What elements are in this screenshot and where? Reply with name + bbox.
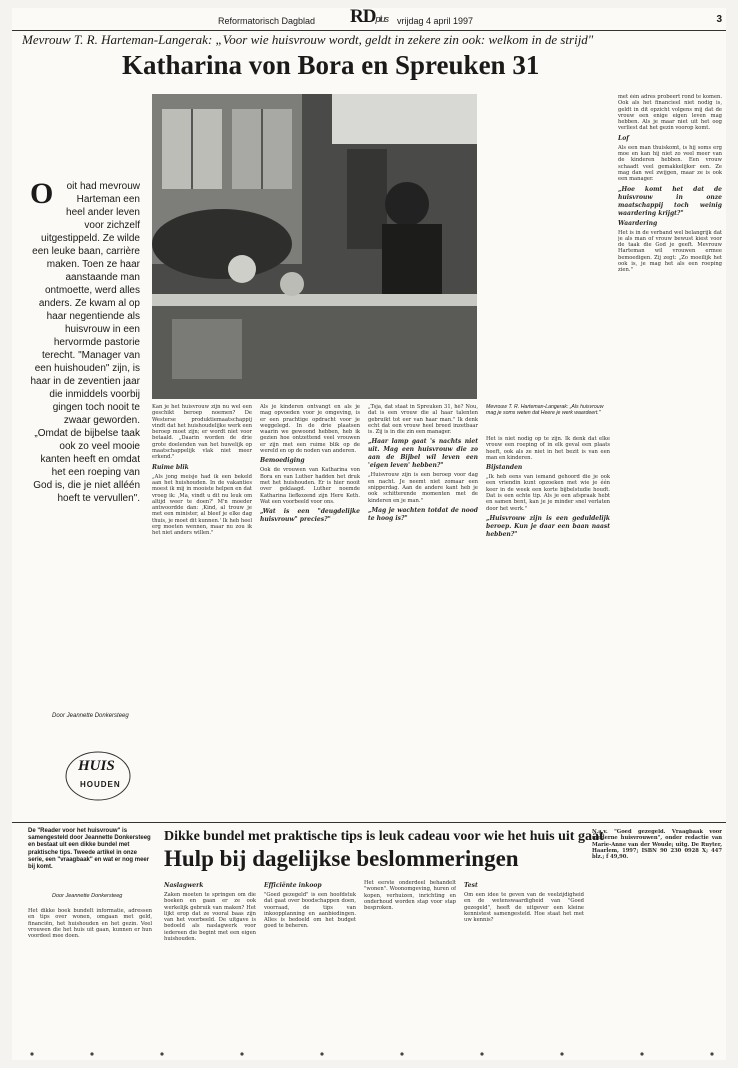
drop-cap: O bbox=[30, 177, 54, 210]
pull-quote: „Mag je wachten totdat de nood te hoog is?" bbox=[368, 506, 478, 522]
body-column-2: Als je kinderen ontvangt en als je mag opvoeden voor je omgeving, is er een prachtige opdracht voor je weggelegd. In de drie plaatsen waarin we gewoond hebben, heb ik gezien hoe ontzettend veel vrouwen er zijn met een ruime blik op de wereld en op de noden van anderen. Bemoediging Ook de vrouwen van Katharina von Bora en van Luther hadden het druk met het huishouden. Er is hier nooit over geklaagd. Luther noemde Katharina liefkozend zijn Here Keth. Wat een voorbeeld voor ons. „Wat is een "deugdelijke huisvrouw" precies?" bbox=[260, 404, 360, 524]
article-kicker: Mevrouw T. R. Harteman-Langerak: „Voor wie huisvrouw wordt, geldt in zekere zin ook: welkom in de strijd" bbox=[22, 32, 594, 47]
subhead-test: Test bbox=[464, 882, 478, 889]
body-column-5: met één adres probeert rond te komen. Ook als het financieel niet nodig is, geldt in dit opzicht volgens mij dat de vrouw een enige eigen leven mag hebben. Als je maar niet uit het oog verliest dat het gezin voorop komt. Lof Als een man thuiskomt, is hij soms erg moe en kan hij niet zo veel meer van de kinderen hebben. Een vrouw schaadt veel gemakkelijker een. Ze mag dan wel zwijgen, maar ze is ook een manager. „Hoe komt het dat de huisvrouw in onze maatschappij toch weinig waardering krijgt?" Waardering Het is in de verband wel belangrijk dat je als man of vrouw bewust kiest voor de taak die God je geeft. Mevrouw Harteman wil vrouwen ermee bemoedigen. Zij zegt: „Zo moeilijk het ook is, je mag het als een roeping zien." bbox=[618, 94, 722, 274]
subhead-ruime-blik: Ruime blik bbox=[152, 463, 189, 471]
intro-text: oit had mevrouw Harteman een heel ander leven voor zichzelf uitgestippeld. Ze wilde een leuke baan, carrière maken. Toen ze haar aanstaande man ontmoette, werd alles anders. Ze kwam al op haar negentiende als huisvrouw in een hervormde pastorie terecht. "Manager van een huishouden" zijn, is haar in de zeventien jaar die inmiddels voorbij gingen toch nooit te zwaar geworden. „Omdat de bijbelse taak ook zo veel mooie kanten heeft en omdat het een roeping van God is, die je niet alléén hoeft te vervullen". bbox=[30, 181, 140, 504]
page-header bbox=[12, 8, 726, 30]
subhead-waardering: Waardering bbox=[618, 219, 658, 227]
second-article-headline: Hulp bij dagelijkse beslommeringen bbox=[164, 846, 519, 871]
body-column-1: Kan je het huisvrouw zijn nu wel een geschikt beroep noemen? De Westerse produktiemaatschappij vindt dat het huishoudelijke werk een beroep moet zijn; er wordt niet voor betaald. „Daarin worden de drie grote doelenden van het huwelijk op maatschappelijk vlak niet meer erkend." Ruime blik „Als jong meisje had ik een bekeld aan het huishouden. In de vakanties moest ik mij in mooiste helpen en dat vroeg ik: ,Ma, vindt u dit nu leuk om altijd weer te doen?' M'n moeder antwoordde dan: ,Kind, al trouw je met een minister, al bleef je elke dag thuis, je moet dit kunnen.' Ik heb heel erg moeten wennen, maar nu zou ik het niet anders willen." bbox=[152, 404, 252, 537]
logo-word-houden: HOUDEN bbox=[80, 780, 121, 789]
article-intro bbox=[30, 177, 140, 505]
pull-quote: „Hoe komt het dat de huisvrouw in onze maatschappij toch weinig waardering krijgt?" bbox=[618, 185, 722, 217]
logo-word-huis: HUIS bbox=[78, 758, 115, 774]
photo-caption: Mevrouw T. R. Harteman-Langerak: „Als huisvrouw mag je soms weten dat Heere je werk waardeert." bbox=[486, 404, 604, 417]
issue-date: vrijdag 4 april 1997 bbox=[397, 16, 474, 26]
subhead-bemoediging: Bemoediging bbox=[260, 457, 305, 465]
pull-quote: „Haar lamp gaat 's nachts niet uit. Mag een huisvrouw die zo aan de Bijbel wil leven een 'eigen leven' hebben?" bbox=[368, 438, 478, 470]
second-article-byline: Door Jeannette Donkersteeg bbox=[52, 893, 123, 899]
subhead-efficiente-inkoop: Efficiënte inkoop bbox=[264, 882, 322, 889]
article-byline: Door Jeannette Donkersteeg bbox=[52, 713, 129, 719]
rd-plus-logo: RDplus bbox=[350, 6, 388, 27]
subhead-naslagwerk: Naslagwerk bbox=[164, 882, 204, 889]
second-article-intro: De "Reader voor het huisvrouw" is samengesteld door Jeannette Donkersteeg en bestaat uit een dikke bundel met praktische tips. Tweede artikel in onze serie, een "vraagbaak" en wat er nog meer bij komt. bbox=[28, 828, 151, 871]
second-body-column-1: Het dikke boek bundelt informatie, adressen en tips over wonen, omgaan met geld, financiën, het huishouden en het gezin. Veel vrouwen die het huis uit gaan, kunnen er hun voordeel mee doen. bbox=[28, 908, 152, 940]
subhead-lof: Lof bbox=[618, 134, 629, 142]
pull-quote: „Wat is een "deugdelijke huisvrouw" precies?" bbox=[260, 508, 360, 524]
header-rule bbox=[12, 30, 726, 31]
body-column-3: „Tsja, dat staat in Spreuken 31, hè? Nou, dat is een vrouw die al haar talenten gebruikt tot eer van haar man." Ik denk echt dat een vrouw heel breed inzetbaar is. Zij is in die zin een manager. „Haar lamp gaat 's nachts niet uit. Mag een huisvrouw die zo aan de Bijbel wil leven een 'eigen leven' hebben?" „Huisvrouw zijn is een beroep voor dag en nacht. Je neemt niet zomaar een snipperdag. Aan de andere kant heb je ook schitterende momenten met de kinderen en je man." „Mag je wachten totdat de nood te hoog is?" bbox=[368, 404, 478, 522]
page-number: 3 bbox=[716, 14, 722, 25]
second-article-kicker: Dikke bundel met praktische tips is leuk cadeau voor wie het huis uit gaat bbox=[164, 829, 604, 844]
subhead-bijstanden: Bijstanden bbox=[486, 464, 523, 472]
second-body-column-2: Naslagwerk Zaken moeten te springen om die boeken en gaan er ze ook werkelijk gebruik van maken? Het lijkt erop dat ze vooral baas zijn van het voorbeeld. De uitgave is bedoeld als naslagwerk voor iedereen die begint met een eigen huishouden. bbox=[164, 882, 256, 943]
second-body-column-5: Test Om een idee te geven van de veelzijdigheid en de wetenswaardigheid van "Goed gezegeld", heeft de uitgever een kleine kennistest samengesteld. Hoe staat het met uw kennis? bbox=[464, 882, 584, 924]
second-body-column-6: N.a.v. "Goed gezegeld. Vraagbaak voor moderne huisvrouwen", onder redactie van Marie-Anne van der Woude; uitg. De Ruyter, Haarlem, 1997; ISBN 90 230 0928 X; 447 blz.; f 49,90. bbox=[592, 829, 722, 861]
huis-houden-logo bbox=[64, 750, 134, 802]
second-body-column-4: Het eerste onderdeel behandelt "wonen". Woonomgeving, huren of kopen, verhuizen, inrichting en onderhoud worden stap voor stap besproken. bbox=[364, 880, 456, 912]
second-body-column-3: Efficiënte inkoop "Goed gezegeld" is een hoofdstuk dat gaat over boodschappen doen, voorraad, de tips van inkoopplanning en aanbiedingen. Alles is bedoeld om het budget goed te beheren. bbox=[264, 882, 356, 930]
newspaper-page bbox=[12, 8, 726, 1060]
body-column-4: Het is niet nodig op te zijn. Ik denk dat elke vrouw een roeping of in elk geval een plaats heeft, ook als ze niet in het bezit is van een man en kinderen. Bijstanden „Ik heb eens van iemand gehoord die je ook een vriendin kunt opzoeken met wie je één keer in de week een korte bijbelstudie houdt. Dat is een echte tip. Als je een afspraak hebt en samen bent, kan je je minder snel verlaten door het werk." „Huisvrouw zijn is een geduldelijk beroep. Kun je daar een baan naast hebben?" bbox=[486, 436, 610, 538]
registration-marks bbox=[12, 1050, 726, 1058]
article-photo bbox=[152, 94, 477, 399]
pull-quote: „Huisvrouw zijn is een geduldelijk beroep. Kun je daar een baan naast hebben?" bbox=[486, 514, 610, 538]
article-separator bbox=[12, 822, 726, 823]
paper-name: Reformatorisch Dagblad bbox=[218, 16, 316, 26]
article-headline: Katharina von Bora en Spreuken 31 bbox=[122, 50, 540, 80]
